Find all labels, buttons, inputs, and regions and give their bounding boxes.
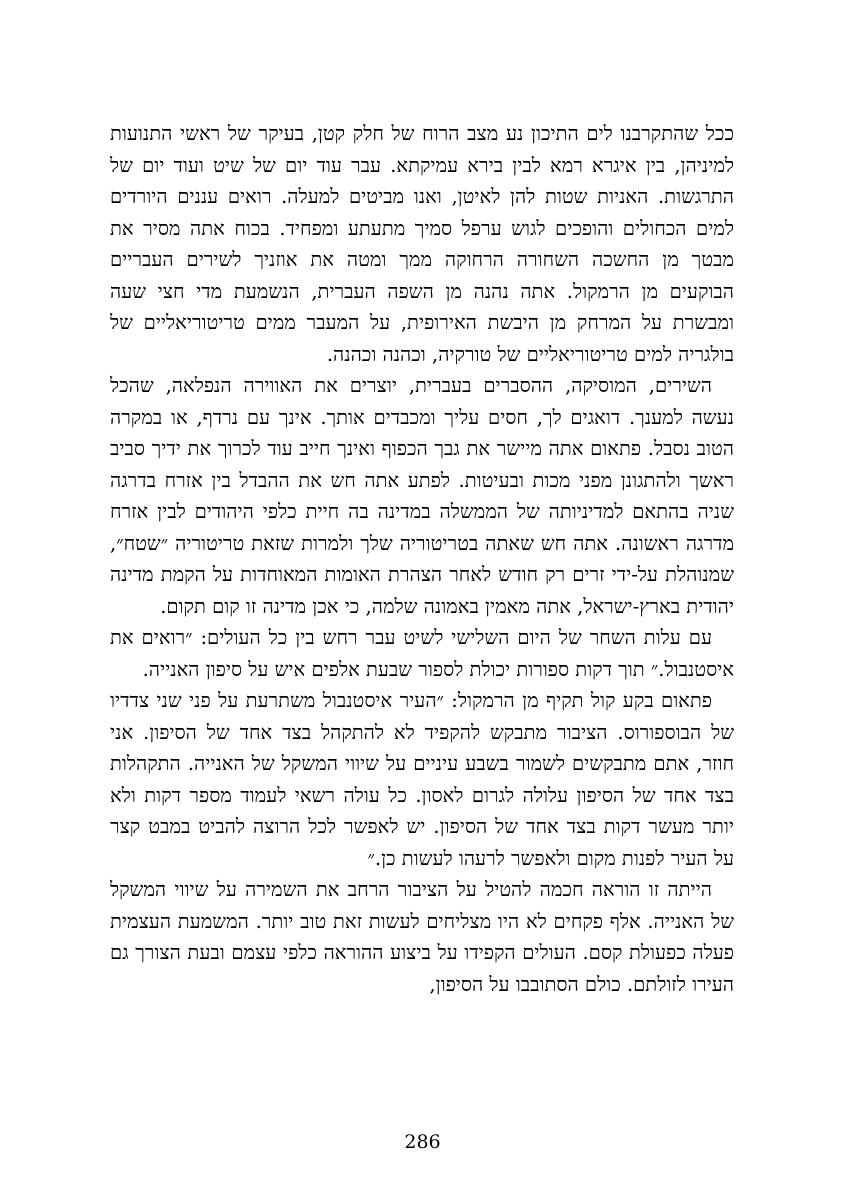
paragraph-5: הייתה זו הוראה חכמה להטיל על הציבור הרחב את השמירה על שיווי המשקל של האנייה. אלף פקחים לא היו מצליחים לעשות זאת טוב יותר. המשמעת העצמית פעלה כפעולת קסם. העולים הקפידו על ביצוע ההוראה כלפי עצמם ובעת הצורך גם העירו לזולתם. כולם הסתובבו על הסיפון, — [110, 878, 734, 996]
paragraph-1: ככל שהתקרבנו לים התיכון נע מצב הרוח של חלק קטן, בעיקר של ראשי התנועות למיניהן, בין איגרא רמא לבין בירא עמיקתא. עבר עוד יום של שיט ועוד יום של התרגשות. האניות שטות להן לאיטן, ואנו מביטים למעלה. רואים עננים היורדים למים הכחולים והופכים לגוש ערפל סמיך מתעתע ומפחיד. בכוח אתה מסיר את מבטך מן החשכה השחורה הרחוקה ממך ומטה את אוזניך לשירים העבריים הבוקעים מן הרמקול. אתה נהנה מן השפה העברית, הנשמעת מדי חצי שעה ומבשרת על המרחק מן היבשת האירופית, על המעבר ממים טריטוריאליים של בולגריה למים טריטוריאליים של טורקיה, וכהנה וכהנה. — [110, 122, 734, 366]
body-text — [110, 118, 734, 1000]
paragraph-4: פתאום בקע קול תקיף מן הרמקול: ״העיר איסטנבול משתרעת על פני שני צדדיו של הבוספורוס. הציבור מתבקש להקפיד לא להתקהל בצד אחד של הסיפון. אני חוזר, אתם מתבקשים לשמור בשבע עיניים על שיווי המשקל של האנייה. התקהלות בצד אחד של הסיפון עלולה לגרום לאסון. כל עולה רשאי לעמוד מספר דקות ולא יותר מעשר דקות בצד אחד של הסיפון. יש לאפשר לכל הרוצה להביט במבט קצר על העיר לפנות מקום ולאפשר לרעהו לעשות כן.״ — [110, 689, 734, 870]
paragraph-2: השירים, המוסיקה, ההסברים בעברית, יוצרים את האווירה הנפלאה, שהכל נעשה למענך. דואגים לך, חסים עליך ומכבדים אותך. אינך עם נרדף, או במקרה הטוב נסבל. פתאום אתה מיישר את גבך הכפוף ואינך חייב עוד לכרוך את ידיך סביב ראשך ולהתגונן מפני מכות ובעיטות. לפתע אתה חש את ההבדל בין אזרח בדרגה שניה בהתאם למדיניותה של הממשלה במדינה בה חיית כלפי היהודים לבין אזרח מדרגה ראשונה. אתה חש שאתה בטריטוריה שלך ולמרות שזאת טריטוריה ״שטח״, שמנוהלת על-ידי זרים רק חודש לאחר הצהרת האומות המאוחדות על הקמת מדינה יהודית בארץ-ישראל, אתה מאמין באמונה שלמה, כי אכן מדינה זו קום תקום. — [110, 374, 734, 618]
page-number: 286 — [404, 1131, 441, 1153]
paragraph-3: עם עלות השחר של היום השלישי לשיט עבר רחש בין כל העולים: ״רואים את איסטנבול.״ תוך דקות ספורות יכולת לספור שבעת אלפים איש על סיפון האנייה. — [110, 626, 734, 681]
